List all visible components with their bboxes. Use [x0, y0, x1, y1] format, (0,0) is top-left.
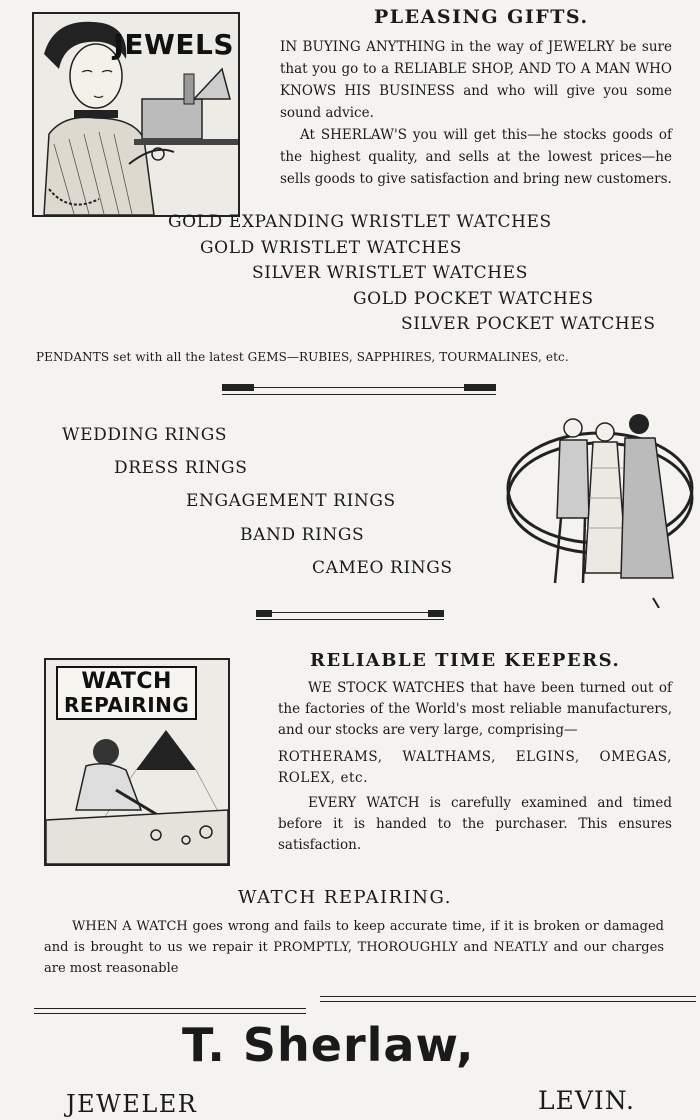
timekeepers-text	[278, 678, 672, 856]
watch-list-item: GOLD POCKET WATCHES	[353, 289, 594, 309]
watch-label-line-1: WATCH	[81, 669, 172, 694]
rings-list-item: WEDDING RINGS	[62, 425, 228, 445]
watch-repairing-heading: WATCH REPAIRING.	[238, 887, 452, 908]
pleasing-gifts-text	[280, 36, 672, 190]
rings-list-item: DRESS RINGS	[114, 458, 248, 478]
wedding-couple-in-ring-icon	[505, 408, 700, 608]
timekeepers-heading: RELIABLE TIME KEEPERS.	[310, 650, 621, 671]
watch-repairing-text: WHEN A WATCH goes wrong and fails to keep accurate time, if it is broken or damaged and is brought to us we repair it PROMPTLY, THOROUGHLY and NEATLY and our charges are most reasonable	[44, 919, 664, 976]
shop-name: T. Sherlaw,	[182, 1018, 475, 1072]
watch-list-item: GOLD WRISTLET WATCHES	[200, 238, 463, 258]
rings-list-item: ENGAGEMENT RINGS	[186, 491, 396, 511]
timekeepers-para-1: WE STOCK WATCHES that have been turned out of the factories of the World's most reliable manufacturers, and our stocks are very large, comprising—	[278, 680, 672, 738]
watch-list-item: SILVER POCKET WATCHES	[401, 314, 656, 334]
rings-list-item: BAND RINGS	[240, 525, 365, 545]
watch-repairing-illustration	[44, 658, 230, 866]
wedding-ring-illustration	[505, 408, 700, 608]
rings-list-item: CAMEO RINGS	[312, 558, 453, 578]
pleasing-gifts-para-1: IN BUYING ANYTHING in the way of JEWELRY be sure that you go to a RELIABLE SHOP, AND TO A MAN WHO KNOWS HIS BUSINESS and who will give you some sound advice.	[280, 39, 672, 121]
shop-town: LEVIN.	[538, 1086, 636, 1115]
jewels-label: JEWELS	[113, 28, 234, 61]
pleasing-gifts-para-2: At SHERLAW'S you will get this—he stocks goods of the highest quality, and sells at the lowest prices—he sells goods to give satisfaction and bring new customers.	[280, 127, 672, 187]
watch-list-item: GOLD EXPANDING WRISTLET WATCHES	[168, 212, 552, 232]
shop-trade: JEWELER	[66, 1090, 198, 1118]
pendants-line: PENDANTS set with all the latest GEMS—RUBIES, SAPPHIRES, TOURMALINES, etc.	[36, 350, 569, 364]
timekeepers-brands: ROTHERAMS, WALTHAMS, ELGINS, OMEGAS, ROLEX, etc.	[278, 749, 672, 786]
pleasing-gifts-heading: PLEASING GIFTS.	[374, 6, 589, 28]
watch-list-item: SILVER WRISTLET WATCHES	[252, 263, 528, 283]
timekeepers-para-2: EVERY WATCH is carefully examined and timed before it is handed to the purchaser. This ensures satisfaction.	[278, 795, 672, 853]
watch-label-line-2: REPAIRING	[64, 693, 190, 717]
jewels-illustration	[32, 12, 240, 217]
watchmaker-at-bench-icon	[46, 660, 228, 864]
